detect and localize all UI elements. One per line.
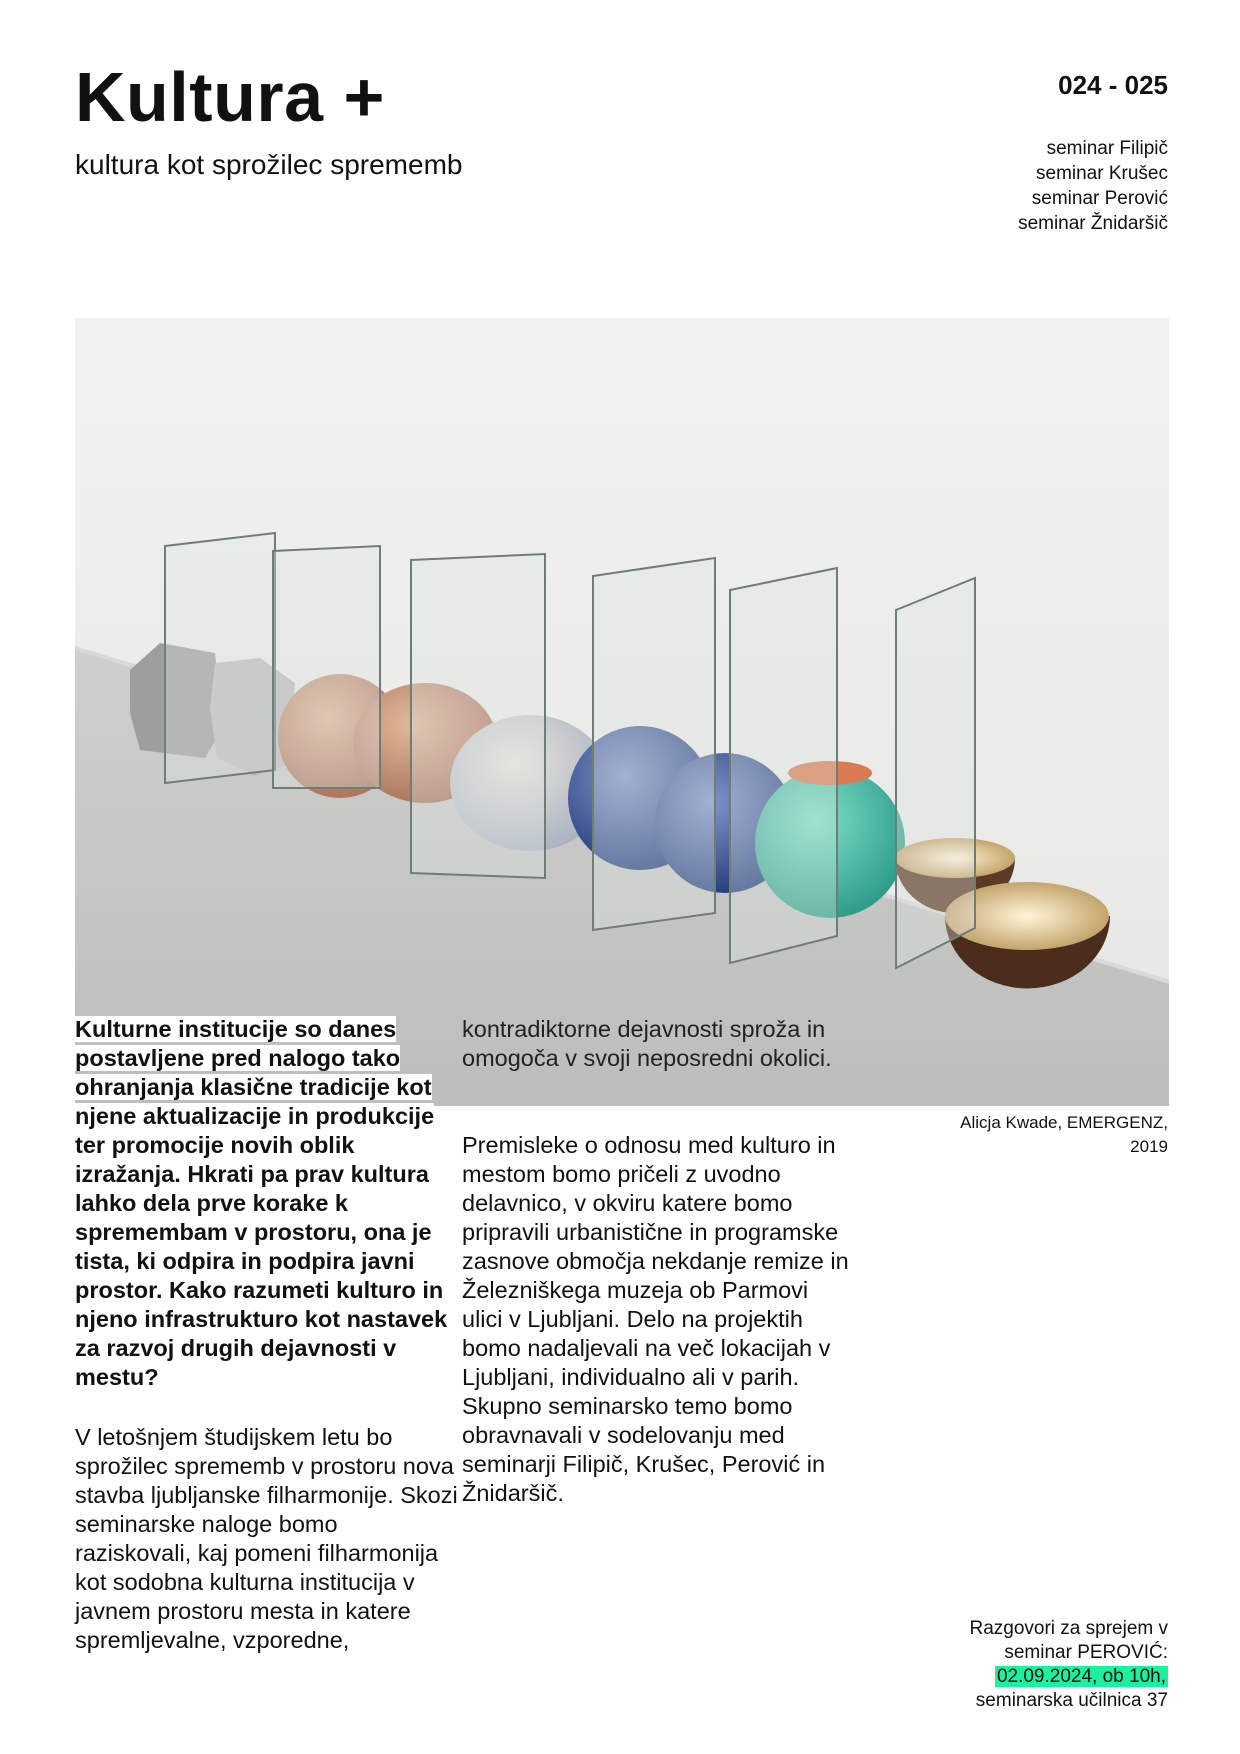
- intro-paragraph: [75, 1015, 455, 1392]
- body-paragraph-right-continuation: kontradiktorne dejavnosti sproža in omogoča v svoji neposredni okolici.: [462, 1016, 832, 1071]
- seminar-item: seminar Krušec: [1036, 163, 1168, 184]
- body-paragraph-left: V letošnjem študijskem letu bo sprožilec sprememb v prostoru nova stavba ljubljanske filharmonije. Skozi seminarske naloge bomo raziskovali, kaj pomeni filharmonija kot sodobna kulturna institucija v javnem prostoru mesta in katere spremljevalne, vzporedne,: [75, 1424, 458, 1653]
- artwork-photo: [75, 318, 1169, 1106]
- intro-text: Kulturne institucije so danes postavljene pred nalogo tako ohranjanja klasične tradicije kot njene aktualizacije in produkcije ter promocije novih oblik izražanja. Hkrati pa prav kultura lahko dela prve korake k spremembam v prostoru, ona je tista, ki odpira in podpira javni prostor. Kako razumeti kulturo in njeno infrastrukturo kot nastavek za razvoj drugih dejavnosti v mestu?: [75, 1016, 448, 1390]
- interview-line: Razgovori za sprejem v: [969, 1618, 1168, 1639]
- page-numbers: 024 - 025: [1058, 70, 1168, 100]
- interview-line: seminar PEROVIĆ:: [1004, 1642, 1168, 1663]
- interview-info: [969, 1617, 1168, 1713]
- page-subtitle: kultura kot sprožilec sprememb: [75, 149, 463, 180]
- seminar-item: seminar Perović: [1031, 188, 1168, 209]
- interview-date: 02.09.2024, ob 10h,: [996, 1666, 1166, 1687]
- caption-line: 2019: [1130, 1137, 1168, 1156]
- body-paragraph-right: Premisleke o odnosu med kulturo in mestom bomo pričeli z uvodno delavnico, v okviru katere bomo pripravili urbanistične in programske zasnove območja nekdanje remize in Železniškega muzeja ob Parmovi ulici v Ljubljani. Delo na projektih bomo nadaljevali na več lokacijah v Ljubljani, individualno ali v parih. Skupno seminarsko temo bomo obravnavali v sodelovanju med seminarji Filipič, Krušec, Perović in Žnidaršič.: [462, 1132, 849, 1506]
- interview-room: seminarska učilnica 37: [975, 1690, 1168, 1711]
- seminar-list: [1018, 136, 1168, 236]
- photo-caption: [908, 1111, 1168, 1159]
- seminar-item: seminar Filipič: [1046, 138, 1168, 159]
- seminar-item: seminar Žnidaršič: [1018, 213, 1168, 234]
- artwork-illustration: [75, 318, 1169, 1106]
- page-title: Kultura +: [75, 58, 385, 136]
- caption-line: Alicja Kwade, EMERGENZ,: [960, 1113, 1168, 1132]
